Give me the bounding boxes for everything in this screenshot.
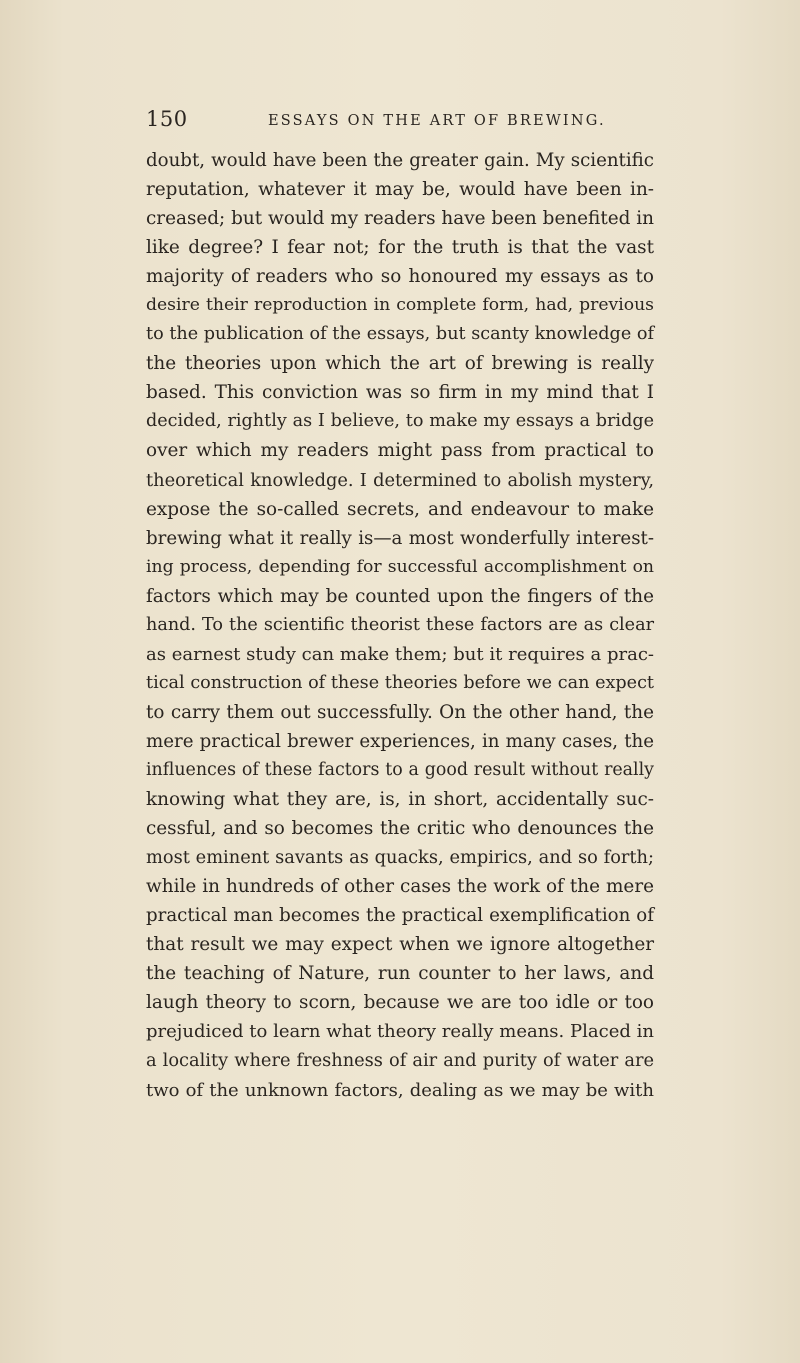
running-head: ESSAYS ON THE ART OF BREWING.	[268, 113, 606, 129]
body-paragraph	[146, 146, 654, 1105]
text-line: desire their reproduction in complete form, had, previous	[146, 295, 654, 316]
text-line: creased; but would my readers have been benefited in	[146, 208, 654, 230]
text-line: knowing what they are, is, in short, accidentally suc-	[146, 789, 654, 811]
text-line: like degree? I fear not; for the truth is that the vast	[146, 237, 654, 259]
text-line: most eminent savants as quacks, empirics, and so forth;	[146, 847, 654, 869]
text-line: the theories upon which the art of brewing is really	[146, 353, 654, 375]
text-line: theoretical knowledge. I determined to abolish mystery,	[146, 469, 654, 491]
text-line: laugh theory to scorn, because we are too idle or too	[146, 992, 654, 1014]
text-line: reputation, whatever it may be, would have been in-	[146, 179, 654, 201]
text-line: that result we may expect when we ignore altogether	[146, 934, 654, 956]
text-line: expose the so-called secrets, and endeavour to make	[146, 498, 654, 520]
text-line: majority of readers who so honoured my essays as to	[146, 266, 654, 288]
text-line: influences of these factors to a good result without really	[146, 759, 654, 780]
text-line: cessful, and so becomes the critic who denounces the	[146, 818, 654, 840]
text-line: the teaching of Nature, run counter to her laws, and	[146, 963, 654, 985]
page-number: 150	[146, 107, 188, 131]
text-line: tical construction of these theories before we can expect	[146, 672, 654, 693]
text-line: a locality where freshness of air and purity of water are	[146, 1050, 654, 1072]
text-line: decided, rightly as I believe, to make my essays a bridge	[146, 411, 654, 432]
text-line: practical man becomes the practical exemplification of	[146, 905, 654, 927]
text-line: brewing what it really is—a most wonderfully interest-	[146, 527, 654, 549]
text-line: while in hundreds of other cases the work of the mere	[146, 876, 654, 898]
text-line: over which my readers might pass from practical to	[146, 440, 654, 462]
text-line: hand. To the scientific theorist these factors are as clear	[146, 614, 654, 635]
text-line: to carry them out successfully. On the other hand, the	[146, 701, 654, 723]
text-line: doubt, would have been the greater gain. My scientific	[146, 150, 654, 171]
text-line: as earnest study can make them; but it requires a prac-	[146, 643, 654, 665]
page-header	[146, 104, 654, 134]
text-line: mere practical brewer experiences, in many cases, the	[146, 730, 654, 752]
text-line: to the publication of the essays, but scanty knowledge of	[146, 324, 654, 345]
text-line: factors which may be counted upon the fingers of the	[146, 585, 654, 607]
text-line: ing process, depending for successful accomplishment on	[146, 556, 654, 577]
text-line: prejudiced to learn what theory really means. Placed in	[146, 1021, 654, 1043]
text-line: two of the unknown factors, dealing as we may be with	[146, 1079, 654, 1101]
text-line: based. This conviction was so firm in my mind that I	[146, 382, 654, 404]
